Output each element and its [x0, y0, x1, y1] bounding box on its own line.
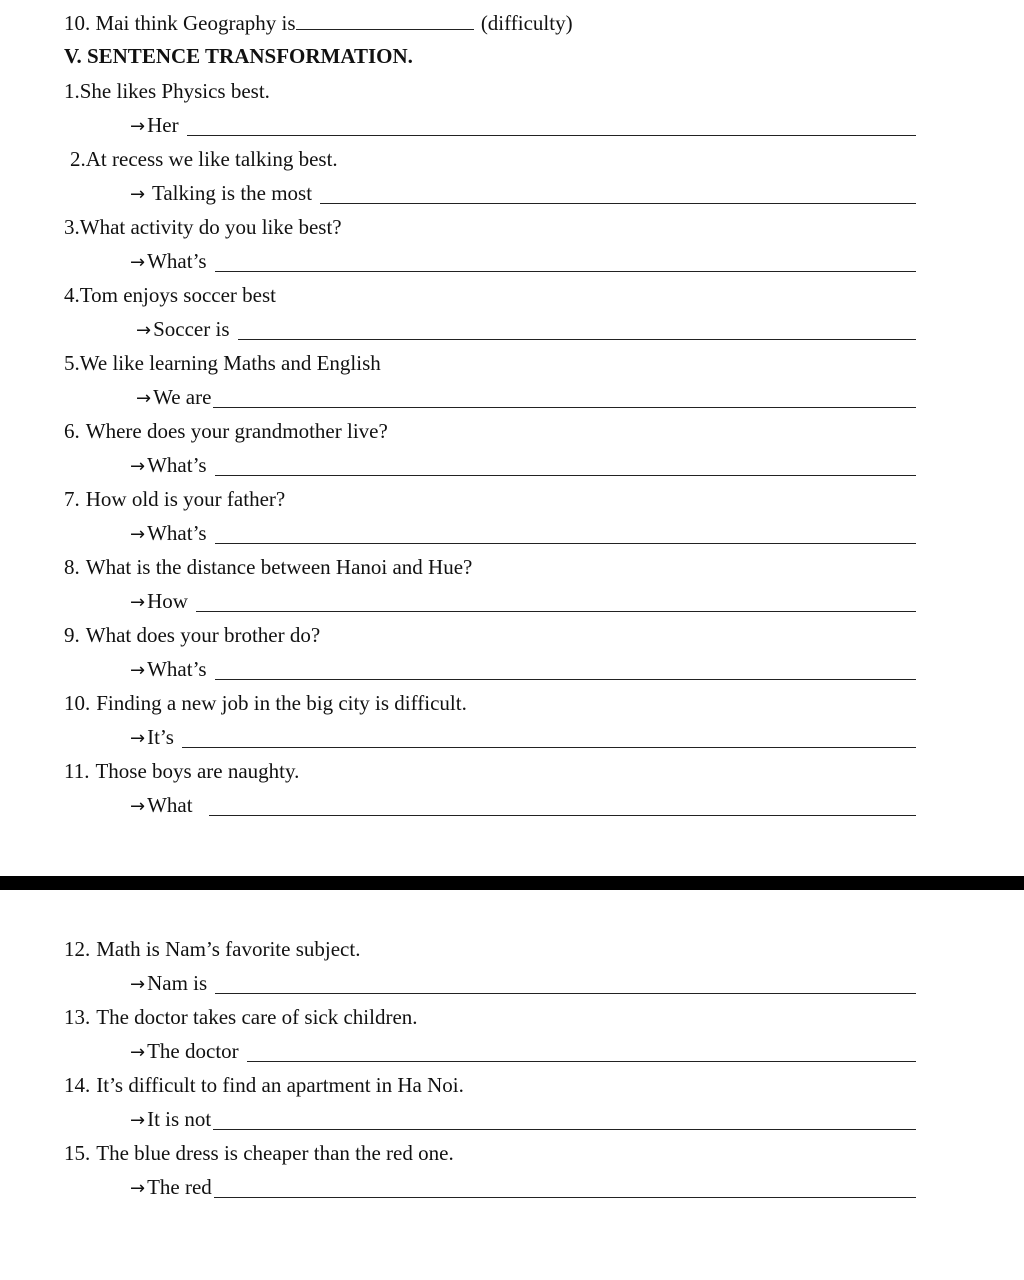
- answer-blank[interactable]: [215, 657, 916, 680]
- question-number: 4.: [64, 283, 80, 307]
- answer-start: Talking is the most: [147, 181, 313, 205]
- arrow-right-icon: →: [130, 660, 146, 681]
- question-number: 8.: [64, 555, 80, 579]
- arrow-right-icon: →: [130, 796, 146, 817]
- answer-blank[interactable]: [238, 317, 917, 340]
- answer-start: The doctor: [147, 1039, 239, 1063]
- question-prompt: It’s difficult to find an apartment in Ha Noi.: [96, 1073, 464, 1097]
- answer-5: [64, 380, 916, 414]
- answer-start: The red: [147, 1175, 212, 1199]
- answer-blank[interactable]: [209, 793, 916, 816]
- answer-blank[interactable]: [182, 725, 916, 748]
- question-12: [64, 932, 916, 966]
- question-prompt: At recess we like talking best.: [85, 147, 338, 171]
- question-prompt: What activity do you like best?: [79, 215, 342, 239]
- question-3: [64, 210, 916, 244]
- question-number: 5.: [64, 351, 80, 375]
- answer-blank[interactable]: [215, 521, 916, 544]
- question-prompt: She likes Physics best.: [79, 79, 270, 103]
- question-9: [64, 618, 916, 652]
- question-number: 12.: [64, 937, 91, 961]
- answer-3: [64, 244, 916, 278]
- worksheet-page-bottom: [0, 890, 1024, 1280]
- arrow-right-icon: →: [136, 388, 152, 409]
- question-11: [64, 754, 916, 788]
- question-6: [64, 414, 916, 448]
- arrow-right-icon: →: [130, 524, 146, 545]
- question-2: [70, 142, 916, 176]
- answer-10: [64, 720, 916, 754]
- arrow-right-icon: →: [130, 592, 146, 613]
- question-number: 13.: [64, 1005, 91, 1029]
- question-prompt: We like learning Maths and English: [79, 351, 381, 375]
- answer-blank[interactable]: [247, 1039, 916, 1062]
- question-8: [64, 550, 916, 584]
- exercise-10-blank[interactable]: [296, 9, 474, 30]
- answer-start: It’s: [147, 725, 174, 749]
- question-1: [64, 74, 916, 108]
- answer-start: Soccer is: [153, 317, 230, 341]
- arrow-right-icon: →: [130, 456, 146, 477]
- question-4: [64, 278, 916, 312]
- question-15: [64, 1136, 916, 1170]
- answer-blank[interactable]: [214, 1175, 916, 1198]
- answer-blank[interactable]: [213, 1107, 916, 1130]
- question-prompt: How old is your father?: [85, 487, 286, 511]
- arrow-right-icon: →: [130, 116, 146, 137]
- question-number: 10.: [64, 691, 91, 715]
- answer-blank[interactable]: [213, 385, 916, 408]
- question-prompt: The doctor takes care of sick children.: [96, 1005, 418, 1029]
- section-title-text: V. SENTENCE TRANSFORMATION.: [64, 44, 413, 68]
- answer-start: What: [147, 793, 193, 817]
- answer-start: What’s: [147, 249, 207, 273]
- question-prompt: Where does your grandmother live?: [85, 419, 388, 443]
- exercise-10-suffix: (difficulty): [480, 11, 573, 35]
- answer-4: [64, 312, 916, 346]
- exercise-10-prefix: 10. Mai think Geography is: [64, 11, 296, 35]
- question-prompt: The blue dress is cheaper than the red one.: [96, 1141, 454, 1165]
- question-14: [64, 1068, 916, 1102]
- question-number: 7.: [64, 487, 80, 511]
- answer-11: [64, 788, 916, 822]
- answer-blank[interactable]: [215, 453, 916, 476]
- arrow-right-icon: →: [130, 184, 146, 205]
- answer-blank[interactable]: [196, 589, 916, 612]
- question-number: 6.: [64, 419, 80, 443]
- question-13: [64, 1000, 916, 1034]
- question-number: 1.: [64, 79, 80, 103]
- section-title: [64, 39, 916, 73]
- answer-start: What’s: [147, 521, 207, 545]
- question-number: 11.: [64, 759, 90, 783]
- answer-12: [64, 966, 916, 1000]
- answer-9: [64, 652, 916, 686]
- answer-start: We are: [153, 385, 212, 409]
- answer-1: [64, 108, 916, 142]
- answer-start: Nam is: [147, 971, 208, 995]
- answer-start: What’s: [147, 657, 207, 681]
- answer-blank[interactable]: [215, 249, 916, 272]
- question-7: [64, 482, 916, 516]
- arrow-right-icon: →: [130, 974, 146, 995]
- answer-8: [64, 584, 916, 618]
- question-prompt: Tom enjoys soccer best: [79, 283, 276, 307]
- answer-6: [64, 448, 916, 482]
- question-prompt: Those boys are naughty.: [95, 759, 300, 783]
- answer-13: [64, 1034, 916, 1068]
- arrow-right-icon: →: [130, 252, 146, 273]
- answer-start: What’s: [147, 453, 207, 477]
- page-separator: [0, 876, 1024, 890]
- question-number: 14.: [64, 1073, 91, 1097]
- answer-start: Her: [147, 113, 179, 137]
- question-prompt: What is the distance between Hanoi and Hue?: [85, 555, 473, 579]
- question-prompt: Math is Nam’s favorite subject.: [96, 937, 361, 961]
- arrow-right-icon: →: [136, 320, 152, 341]
- answer-2: [64, 176, 916, 210]
- question-number: 2.: [70, 147, 86, 171]
- answer-blank[interactable]: [187, 113, 916, 136]
- question-prompt: Finding a new job in the big city is difficult.: [96, 691, 467, 715]
- question-5: [64, 346, 916, 380]
- arrow-right-icon: →: [130, 1110, 146, 1131]
- exercise-10-fill-blank: [64, 6, 916, 40]
- arrow-right-icon: →: [130, 728, 146, 749]
- answer-start: How: [147, 589, 188, 613]
- answer-7: [64, 516, 916, 550]
- answer-14: [64, 1102, 916, 1136]
- question-10: [64, 686, 916, 720]
- answer-blank[interactable]: [215, 971, 916, 994]
- answer-15: [64, 1170, 916, 1204]
- arrow-right-icon: →: [130, 1042, 146, 1063]
- question-number: 15.: [64, 1141, 91, 1165]
- question-prompt: What does your brother do?: [85, 623, 321, 647]
- answer-blank[interactable]: [320, 181, 916, 204]
- answer-start: It is not: [147, 1107, 212, 1131]
- arrow-right-icon: →: [130, 1178, 146, 1199]
- question-number: 9.: [64, 623, 80, 647]
- question-number: 3.: [64, 215, 80, 239]
